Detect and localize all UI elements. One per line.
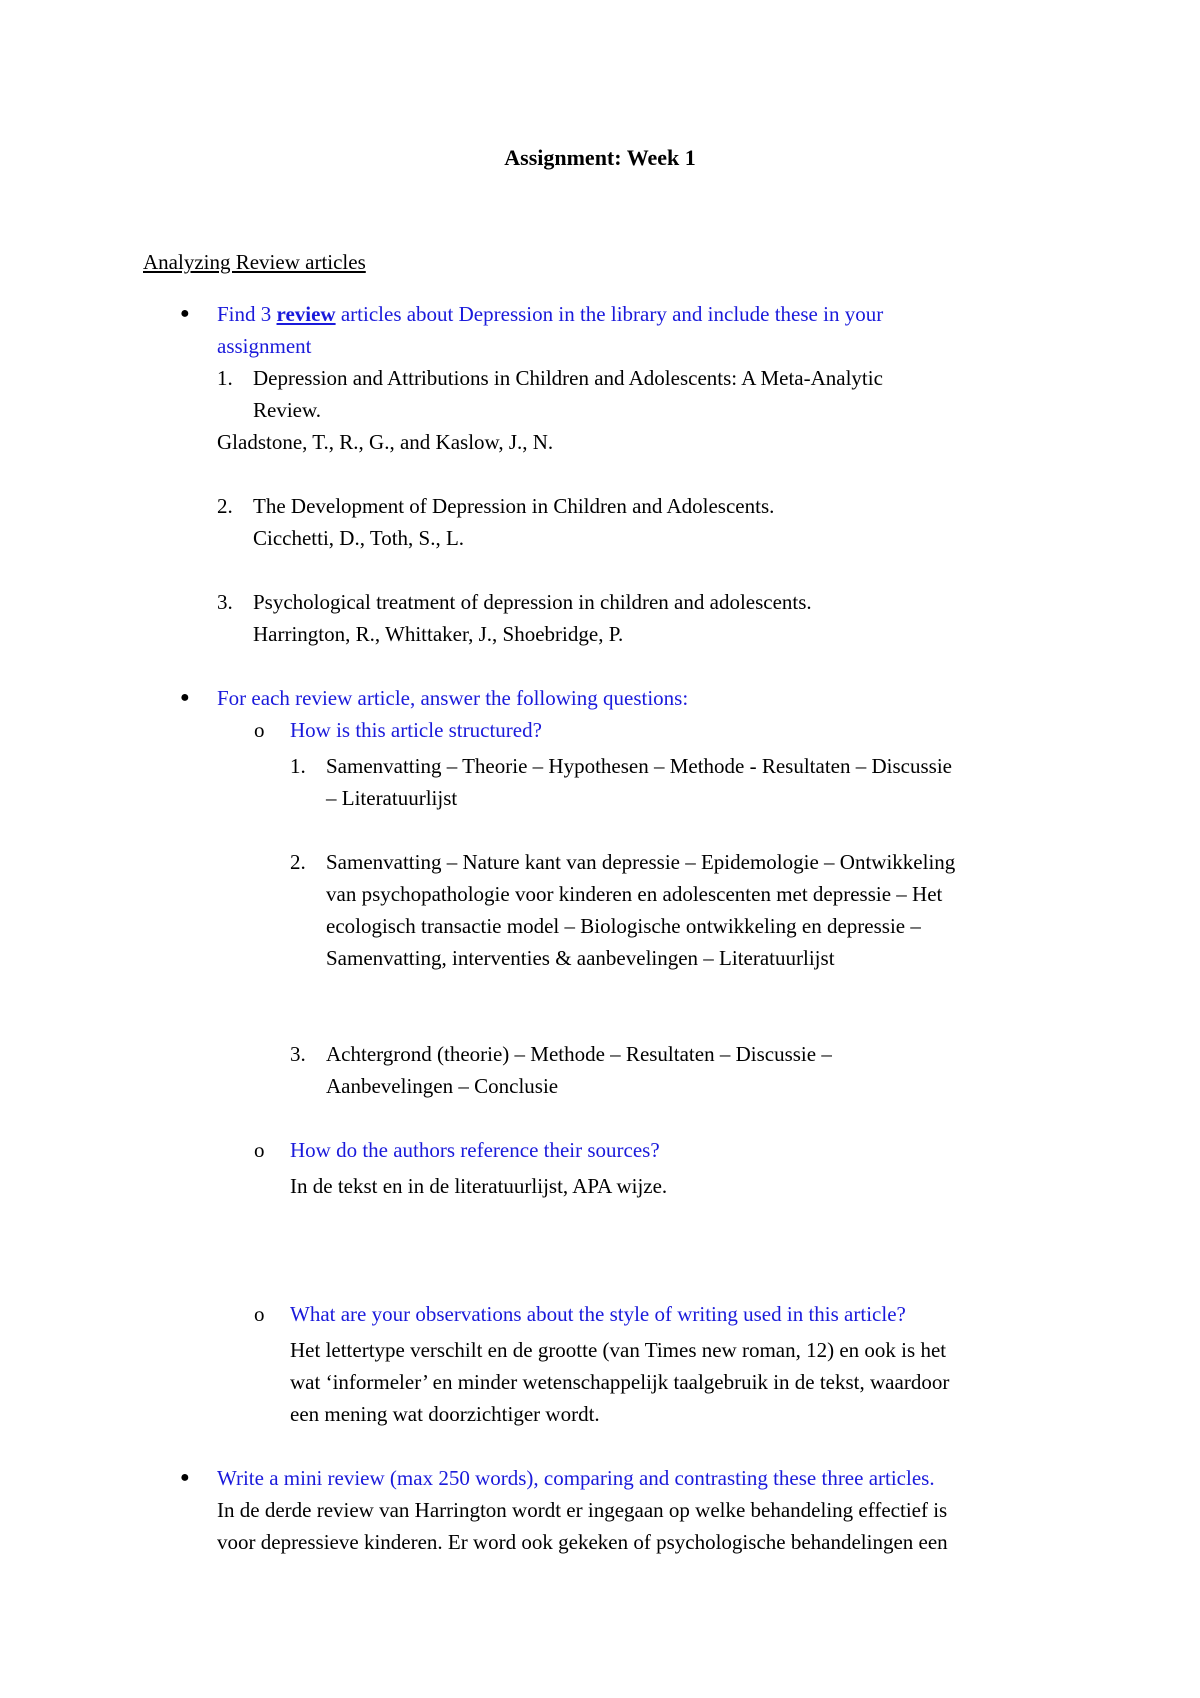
sub-bullet-icon: o — [254, 1302, 265, 1326]
answer-line: In de tekst en in de literatuurlijst, APA wijze. — [290, 1174, 668, 1198]
article-authors: Cicchetti, D., Toth, S., L. — [253, 526, 465, 550]
question-structure: How is this article structured? — [290, 718, 542, 742]
answer-line: Achtergrond (theorie) – Methode – Resultaten – Discussie – — [326, 1042, 832, 1066]
answer-line: Het lettertype verschilt en de grootte (van Times new roman, 12) en ook is het — [290, 1338, 947, 1362]
sub-bullet-icon: o — [254, 718, 265, 742]
page-title: Assignment: Week 1 — [504, 145, 696, 170]
answer-line: voor depressieve kinderen. Er word ook gekeken of psychologische behandelingen een — [217, 1530, 948, 1554]
article-number: 2. — [217, 494, 233, 518]
answer-number: 3. — [290, 1042, 306, 1066]
bullet-icon: ● — [180, 305, 190, 322]
answer-line: Samenvatting, interventies & aanbevelingen – Literatuurlijst — [326, 946, 835, 970]
question-references: How do the authors reference their sources? — [290, 1138, 660, 1162]
question-style: What are your observations about the style of writing used in this article? — [290, 1302, 906, 1326]
article-authors: Harrington, R., Whittaker, J., Shoebridge, P. — [253, 622, 624, 646]
answer-number: 1. — [290, 754, 306, 778]
answer-number: 2. — [290, 850, 306, 874]
answer-line: ecologisch transactie model – Biologische ontwikkeling en depressie – — [326, 914, 921, 938]
task2-text: For each review article, answer the following questions: — [217, 686, 689, 710]
answer-line: – Literatuurlijst — [326, 786, 458, 810]
bullet-icon: ● — [180, 689, 190, 706]
section-heading: Analyzing Review articles — [143, 250, 366, 274]
article-number: 3. — [217, 590, 233, 614]
sub-bullet-icon: o — [254, 1138, 265, 1162]
answer-line: een mening wat doorzichtiger wordt. — [290, 1402, 600, 1426]
task1-text-line2: assignment — [217, 334, 312, 358]
task1-text: Find 3 review articles about Depression in the library and include these in your — [217, 302, 884, 326]
answer-line: wat ‘informeler’ en minder wetenschappelijk taalgebruik in de tekst, waardoor — [290, 1370, 950, 1394]
task3-text: Write a mini review (max 250 words), comparing and contrasting these three articles. — [217, 1466, 935, 1490]
answer-line: van psychopathologie voor kinderen en adolescenten met depressie – Het — [326, 882, 943, 906]
answer-line: Samenvatting – Theorie – Hypothesen – Methode - Resultaten – Discussie — [326, 754, 952, 778]
article-number: 1. — [217, 366, 233, 390]
article-title: The Development of Depression in Children and Adolescents. — [253, 494, 775, 518]
article-title: Psychological treatment of depression in children and adolescents. — [253, 590, 812, 614]
article-authors: Gladstone, T., R., G., and Kaslow, J., N. — [217, 430, 554, 454]
answer-line: Samenvatting – Nature kant van depressie – Epidemologie – Ontwikkeling — [326, 850, 956, 874]
article-title-line2: Review. — [253, 398, 322, 422]
answer-line: In de derde review van Harrington wordt er ingegaan op welke behandeling effectief is — [217, 1498, 948, 1522]
review-emphasis: review — [276, 302, 336, 326]
article-title: Depression and Attributions in Children and Adolescents: A Meta-Analytic — [253, 366, 883, 390]
bullet-icon: ● — [180, 1469, 190, 1486]
answer-line: Aanbevelingen – Conclusie — [326, 1074, 559, 1098]
